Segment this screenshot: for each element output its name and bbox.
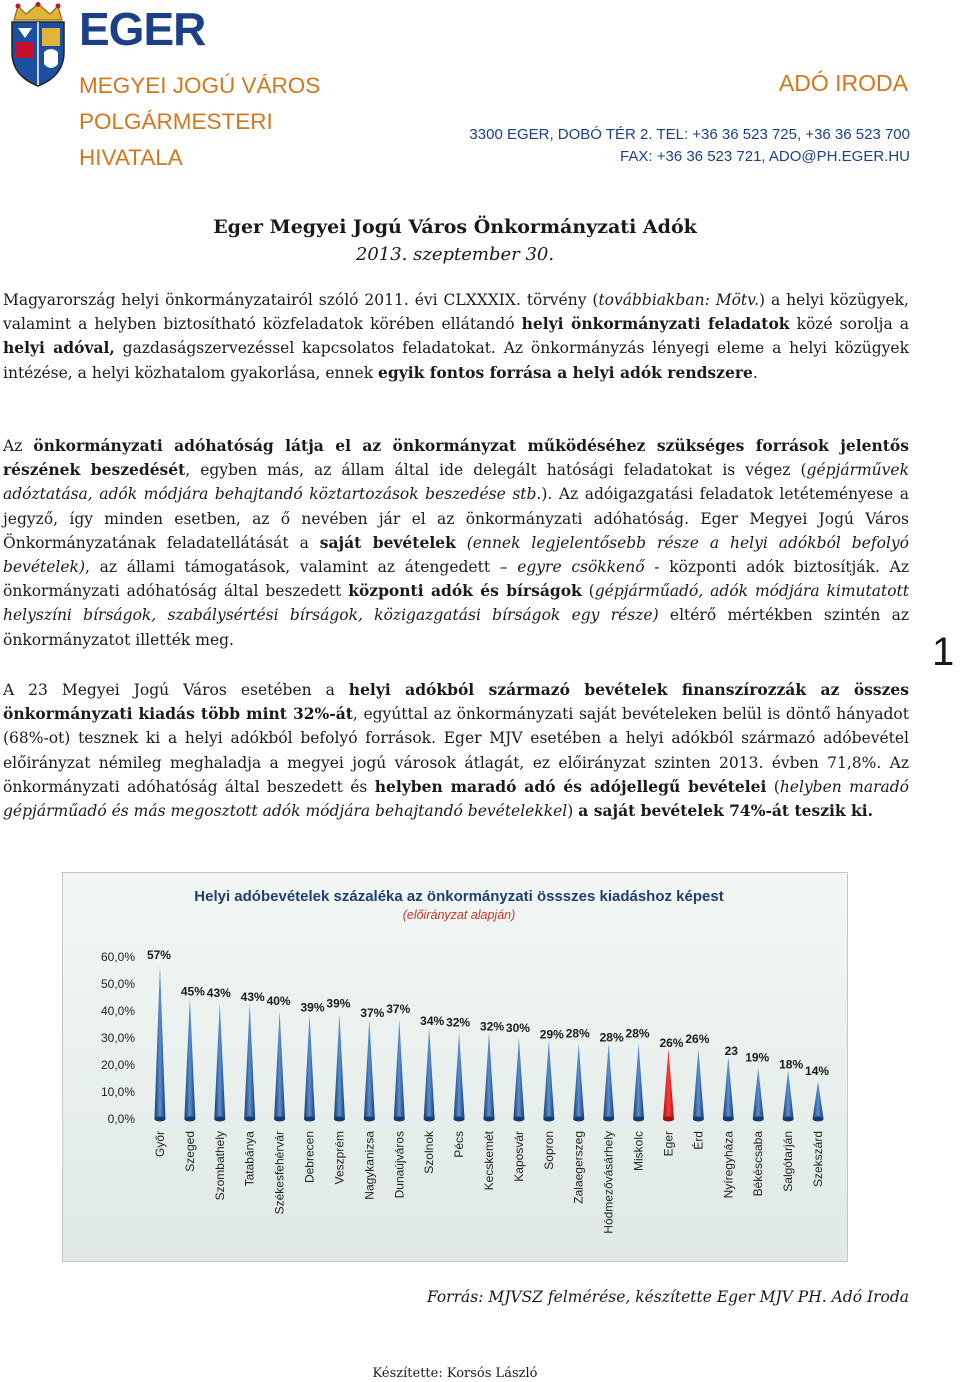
category-label: Hódmezővásárhely (601, 1131, 616, 1234)
text-run: eltérő mértékben szintén az önkormányzatot illették meg. (3, 606, 909, 649)
bar-base (723, 1117, 734, 1122)
author-line: Készítette: Korsós László (372, 1366, 538, 1381)
value-label: 26% (685, 1031, 710, 1046)
bar-base (753, 1117, 764, 1122)
chart-canvas (63, 873, 849, 1263)
value-label: 32% (446, 1015, 471, 1030)
y-tick-label: 60,0% (100, 950, 135, 964)
bar (513, 1038, 524, 1119)
bar-base (484, 1117, 495, 1122)
document-title: Eger Megyei Jogú Város Önkormányzati Adók (213, 216, 697, 238)
bar-base (573, 1117, 584, 1122)
organization-line: MEGYEI JOGÚ VÁROS (79, 73, 321, 98)
text-run: ( (766, 777, 780, 796)
category-label: Kecskemét (482, 1131, 496, 1191)
text-run: ) a helyi közügyek, valamint a helyben biztosítható közfeladatok körében ellátandó (3, 291, 909, 334)
value-label: 43% (206, 985, 231, 1000)
bold-text: helyben maradó adó és adójellegű bevételei (374, 776, 767, 796)
value-label: 39% (326, 996, 351, 1011)
bar-base (663, 1117, 674, 1122)
italic-text: helyben maradó gépjárműadó és más megosztott adók módjára behajtandó bevételekkel (3, 777, 909, 821)
value-label: 28% (599, 1030, 624, 1045)
category-label: Győr (152, 1131, 167, 1158)
text-run: ). Az adóigazgatási feladatok letéteményese a jegyző, így minden esetben, az ő nevében jár el az önkormányzati adóhatóság. Eger Megyei Jogú Város Önkormányzatának feladatellátását a (3, 485, 909, 552)
bar (424, 1027, 435, 1119)
bar-base (633, 1117, 644, 1122)
bar-base (603, 1117, 614, 1122)
coat-of-arms-icon (4, 2, 72, 88)
value-label: 30% (505, 1021, 530, 1035)
bar (214, 1003, 225, 1119)
value-label: 18% (779, 1057, 804, 1072)
chart-title: Helyi adóbevételek százaléka az önkormányzati össszes kiadáshoz képest (194, 888, 724, 905)
bar (454, 1033, 465, 1119)
text-run: , az állami támogatások, valamint az átengedett – (85, 558, 518, 577)
city-logo-text: EGER (79, 3, 206, 55)
value-label: 40% (266, 994, 291, 1008)
value-label: 57% (146, 948, 171, 963)
bar (693, 1049, 704, 1119)
bar-base (813, 1117, 824, 1122)
bar (274, 1011, 285, 1119)
bar (723, 1057, 734, 1119)
category-label: Érd (691, 1131, 706, 1150)
bold-text: önkormányzati adóhatóság látja el az önkormányzat működéséhez szükséges források jelentős részének beszedését (3, 436, 909, 480)
category-label: Szekszárd (811, 1131, 826, 1188)
category-label: Kaposvár (511, 1131, 526, 1182)
bold-text: helyi önkormányzati feladatok (521, 314, 790, 334)
category-label: Zalaegerszeg (571, 1131, 586, 1204)
bar-highlighted (663, 1049, 674, 1119)
bar-base (154, 1117, 165, 1122)
category-label: Szolnok (422, 1131, 437, 1174)
category-label: Sopron (541, 1131, 556, 1170)
value-label: 37% (386, 1002, 411, 1017)
bar (364, 1019, 375, 1119)
bar (334, 1014, 345, 1119)
category-label: Szombathely (212, 1131, 227, 1201)
y-tick-label: 40,0% (100, 1004, 135, 1018)
category-label: Nagykanizsa (362, 1131, 377, 1200)
bar (813, 1081, 824, 1119)
italic-text: egyre csökkenő (517, 558, 645, 577)
bar (484, 1033, 495, 1119)
value-label: 28% (625, 1026, 650, 1041)
category-label: Székesfehérvár (272, 1131, 287, 1215)
italic-text: továbbiakban: Mötv. (598, 291, 760, 309)
value-label: 23 (724, 1043, 738, 1058)
category-label: Nyíregyháza (721, 1131, 736, 1199)
bar (783, 1070, 794, 1119)
category-label: Veszprém (332, 1131, 347, 1185)
y-tick-label: 20,0% (100, 1058, 135, 1072)
text-run: ) (567, 802, 579, 821)
bar-base (334, 1117, 345, 1122)
value-label: 34% (420, 1014, 445, 1029)
value-label: 37% (360, 1006, 385, 1021)
italic-text: (ennek legjelentősebb része a helyi adókból befolyó bevételek) (3, 533, 909, 577)
bar-base (513, 1117, 524, 1122)
bold-text: a saját bevételek 74%-át teszik ki. (578, 801, 874, 821)
bar (753, 1068, 764, 1119)
value-label: 39% (300, 1000, 325, 1015)
value-label: 28% (565, 1026, 590, 1041)
y-tick-label: 50,0% (100, 977, 135, 991)
bar-base (454, 1117, 465, 1122)
paragraph-2 (3, 434, 909, 652)
category-label: Miskolc (631, 1131, 646, 1172)
bar-base (274, 1117, 285, 1122)
bold-text: helyi adókból származó bevételek finanszírozzák az összes önkormányzati kiadás több mint 32%-át (3, 680, 909, 724)
category-label: Pécs (452, 1131, 467, 1158)
tax-revenue-chart (62, 872, 848, 1262)
value-label: 29% (539, 1027, 564, 1042)
y-tick-label: 30,0% (100, 1031, 135, 1045)
y-tick-label: 10,0% (100, 1085, 135, 1099)
paragraph-3 (3, 678, 909, 823)
text-run (456, 534, 467, 552)
bar-base (693, 1117, 704, 1122)
paragraph-1 (3, 288, 909, 385)
bold-text: központi adók és bírságok (348, 581, 582, 601)
text-run: - központi adók biztosítják. Az önkormányzati adóhatóság által beszedett (3, 558, 909, 601)
text-run: gazdaságszervezéssel kapcsolatos feladatokat. Az önkormányzás lényegi eleme a helyi közügyek intézése, a helyi közhatalom gyakorlása, ennek (3, 339, 909, 382)
category-label: Tatabánya (242, 1131, 257, 1187)
value-label: 14% (805, 1064, 830, 1079)
value-label: 19% (745, 1050, 770, 1065)
value-label: 26% (659, 1035, 684, 1050)
chart-subtitle: (előirányzat alapján) (402, 908, 516, 922)
bold-text: egyik fontos forrása a helyi adók rendszere (378, 362, 753, 382)
category-label: Debrecen (302, 1131, 317, 1184)
text-run: , egyúttal az önkormányzati saját bevételeken belül is döntő hányadot (68%-ot) tesznek ki a helyi adókból befolyó források. Eger MJV esetében a helyi adókból származó adóbevétel előirányzat némileg meghaladja a megyei jogú városok átlagát, ez előirányzat szinten 2013. évben 71,8%. Az önkormányzati adóhatóság által beszedett és (3, 705, 909, 796)
bar (633, 1043, 644, 1119)
text-run: A 23 Megyei Jogú Város esetében a (3, 681, 349, 699)
bar-base (364, 1117, 375, 1122)
bold-text: saját bevételek (319, 532, 456, 552)
address-phone: 3300 EGER, DOBÓ TÉR 2. TEL: +36 36 523 725, +36 36 523 700 (469, 126, 910, 143)
text-run: Magyarország helyi önkormányzatairól szóló 2011. évi CLXXXIX. törvény ( (3, 291, 599, 309)
value-label: 45% (180, 984, 205, 999)
italic-text: gépjárművek adóztatása, adók módjára behajtandó köztartozások beszedése stb. (3, 461, 909, 504)
bold-text: helyi adóval, (3, 338, 115, 358)
chart-source: Forrás: MJVSZ felmérése, készítette Eger MJV PH. Adó Iroda (426, 1288, 909, 1306)
category-label: Dunaújváros (392, 1131, 407, 1199)
value-label: 43% (240, 989, 265, 1004)
text-run: . (752, 363, 758, 382)
bar-base (543, 1117, 554, 1122)
bar-base (184, 1117, 195, 1122)
text-run: közé sorolja a (789, 315, 909, 334)
organization-line: POLGÁRMESTERI (79, 109, 273, 134)
office-name: ADÓ IRODA (778, 70, 908, 96)
fax-email: FAX: +36 36 523 721, ADO@PH.EGER.HU (620, 148, 910, 165)
category-label: Salgótarján (781, 1131, 796, 1192)
bar (573, 1043, 584, 1119)
bar (154, 965, 165, 1119)
bar-base (214, 1117, 225, 1122)
bar-base (244, 1117, 255, 1122)
bar-base (304, 1117, 315, 1122)
organization-line: HIVATALA (79, 145, 183, 170)
italic-text: gépjárműadó, adók módjára kimutatott helyszíni bírságok, szabálysértési bírságok, közigazgatási bírságok egy része) (3, 582, 909, 625)
bar (244, 1003, 255, 1119)
text-run: , egyben más, az állam által ide delegált hatósági feladatokat is végez ( (185, 461, 807, 480)
category-label: Szeged (182, 1131, 197, 1172)
document-date: 2013. szeptember 30. (355, 244, 555, 265)
bar (543, 1041, 554, 1119)
bar (184, 998, 195, 1120)
text-run: ( (581, 582, 595, 601)
bar-base (424, 1117, 435, 1122)
value-label: 32% (479, 1019, 505, 1034)
bar-base (394, 1117, 405, 1122)
bar-base (783, 1117, 794, 1122)
category-label: Békéscsaba (751, 1131, 766, 1197)
category-label: Eger (661, 1131, 676, 1157)
bar (394, 1019, 405, 1119)
bar (603, 1043, 614, 1119)
organization-name (79, 68, 320, 176)
bar (304, 1014, 315, 1119)
text-run: Az (3, 437, 34, 455)
page-number: 1 (932, 630, 955, 674)
y-tick-label: 0,0% (107, 1112, 135, 1126)
